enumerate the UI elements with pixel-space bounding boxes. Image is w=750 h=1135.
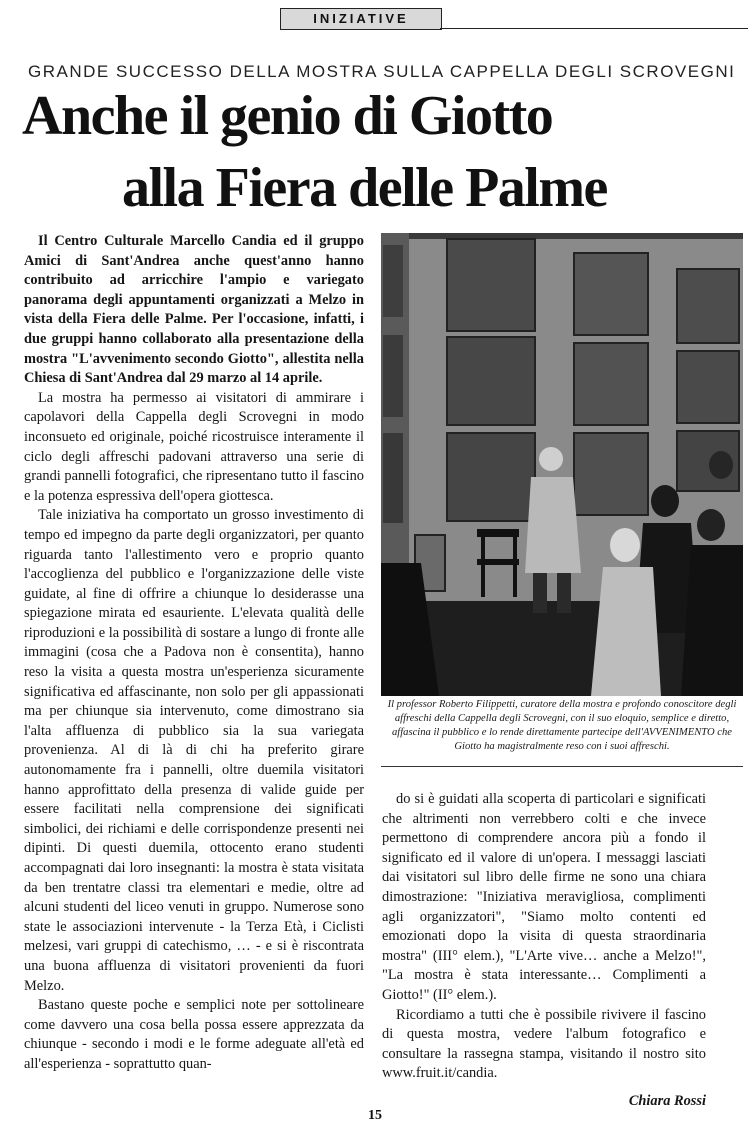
headline-line-2: alla Fiera delle Palme	[122, 157, 607, 219]
headline-line-1: Anche il genio di Giotto	[22, 85, 553, 147]
photo-caption: Il professor Roberto Filippetti, curatore della mostra e profondo conoscitore degli affreschi della Cappella degli Scrovegni, con il suo eloquio, semplice e diretto, affascina il pubblico e lo rende direttamente partecipe dell'AVVENIMENTO che Giotto ha magistralmente reso con i suoi affreschi.	[387, 699, 737, 752]
article-column-left	[24, 232, 364, 1075]
body-paragraph: Tale iniziativa ha comportato un grosso investimento di tempo ed impegno da parte degli organizzatori, per quanto riguarda tanto l'allestimento vero e proprio quanto l'accoglienza del pubblico e l'organizzazione delle viste guidate, al fine di offrire a chiunque lo desiderasse una spiegazione mirata ed esauriente. L'elevata qualità delle riproduzioni e la possibilità di sostare a lungo di fronte alle immagini (cosa che a Padova non è consentita), hanno reso la visita a questa mostra un'esperienza sicuramente significativa ed affascinante, non solo per gli appassionati ma per chiunque sia intervenuto, come dimostrano sia l'alta affluenza di pubblico sia la sua variegata provenienza. Al di là di chi ha preferito girare autonomamente fra i pannelli, oltre duemila visitatori hanno approfittato della presenza di valide guide per essere facilitati nella comprensione dei significati simbolici, dei richiami e delle corrispondenze presenti nei dipinti. Di questi duemila, ottocento erano studenti accompagnati dai loro insegnanti: la mostra è stata visitata da ben trentatre classi tra elementari e medie, oltre ad alcuni studenti del liceo venuti in gruppo. Numerose sono state le associazioni intervenute - la Terza Età, i Ciclisti melzesi, vari gruppi di catechismo, … - e si è riscontrata una buona affluenza di visitatori provenienti da fuori Melzo.	[24, 507, 364, 994]
section-rule	[440, 28, 748, 29]
caption-rule	[381, 766, 743, 767]
article-column-right	[382, 790, 706, 1112]
section-label: INIZIATIVE	[280, 8, 442, 30]
page-number: 15	[368, 1108, 382, 1123]
exhibition-photo	[381, 233, 743, 696]
article-kicker: GRANDE SUCCESSO DELLA MOSTRA SULLA CAPPELLA DEGLI SCROVEGNI	[28, 62, 736, 81]
body-paragraph: do si è guidati alla scoperta di particolari e significati che altrimenti non verrebbero colti e che invece permettono di comprendere ancora più a fondo il significato ed il valore di un'opera. I messaggi lasciati dai visitatori sul libro delle firme ne sono una chiara dimostrazione: "Iniziativa meravigliosa, complimenti agli organizzatori", "Siamo molto contenti ed emozionati dopo la visita di questa straordinaria mostra" (III° elem.), "L'Arte vive… anche a Melzo!", "La mostra è stata interessante… Complimenti a Giotto!" (II° elem.).	[382, 791, 706, 1003]
author-signature: Chiara Rossi	[628, 1092, 706, 1109]
body-paragraph: Ricordiamo a tutti che è possibile rivivere il fascino di questa mostra, vedere l'album fotografico e consultare la rassegna stampa, visitando il nostro sito www.fruit.it/candia.	[382, 1006, 706, 1082]
lead-paragraph: Il Centro Culturale Marcello Candia ed il gruppo Amici di Sant'Andrea anche quest'anno hanno contribuito ad arricchire l'ampio e variegato panorama degli appuntamenti organizzati a Melzo in vista della Fiera delle Palme. Per l'occasione, infatti, i due gruppi hanno collaborato alla presentazione della mostra "L'avvenimento secondo Giotto", allestita nella Chiesa di Sant'Andrea dal 29 marzo al 14 aprile.	[24, 233, 364, 387]
body-paragraph: Bastano queste poche e semplici note per sottolineare come davvero una cosa bella possa essere apprezzata da chiunque - secondo i modi e le forme adeguate all'età ed all'esperienza - soprattutto quan-	[24, 997, 364, 1072]
body-paragraph: La mostra ha permesso ai visitatori di ammirare i capolavori della Cappella degli Scrovegni in modo inconsueto ed originale, poiché ricostruisce interamente il ciclo degli affreschi padovani attraverso una serie di grandi pannelli fotografici, che ripresentano tutto il fascino e la potenza espressiva dell'opera giottesca.	[24, 389, 364, 504]
